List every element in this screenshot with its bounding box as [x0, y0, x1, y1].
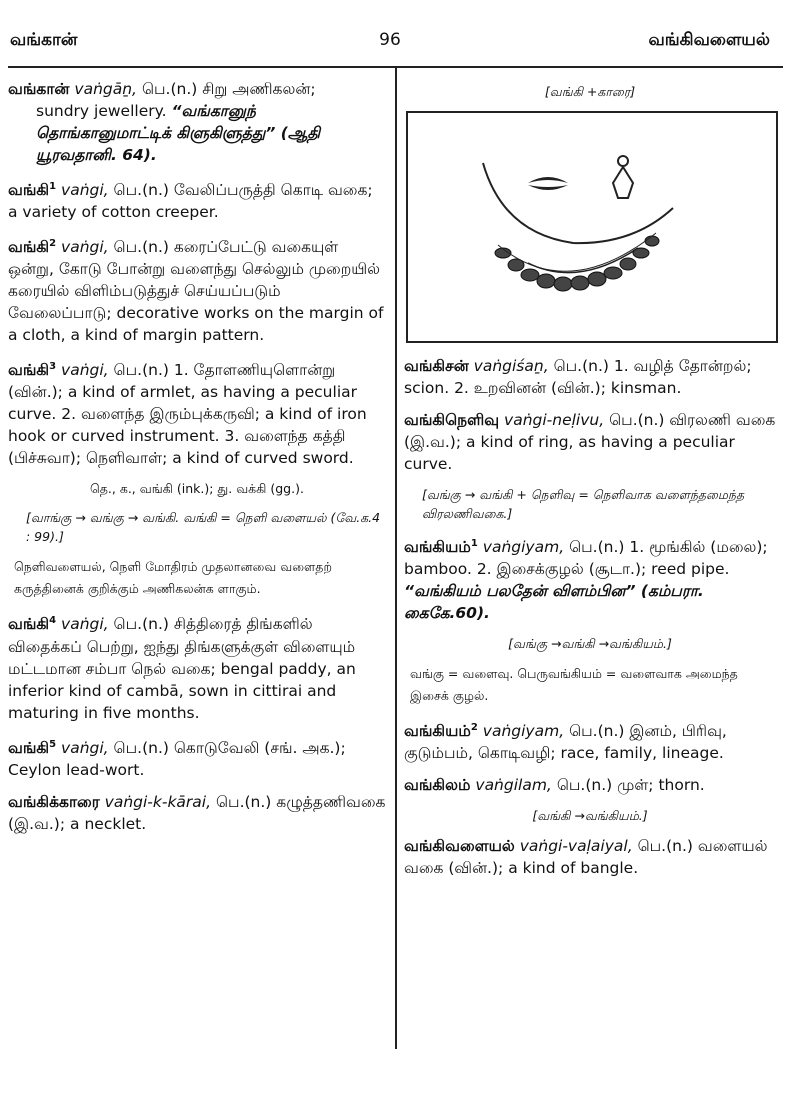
headword: வங்கிவளையல் [404, 837, 515, 856]
definition-tamil: பெ.(n.) முள்; [556, 776, 654, 795]
etymology: [வங்கு → வங்கி + நெளிவு = நெளிவாக வளைந்தமைந்த விரலணிவகை.] [422, 487, 745, 521]
etymology: [வங்கு →வங்கி →வங்கியம்.] [508, 636, 672, 652]
homograph-number: 1 [49, 181, 57, 192]
homograph-number: 1 [470, 538, 478, 549]
definition-english: decorative works on the margin of a cloth, a kind of margin pattern. [8, 304, 384, 345]
definition-tamil: பெ.(n.) கரைப்பேட்டு வகையுள் ஒன்று, கோடு போன்று வளைந்து செல்லும் முறையில் கரையில் விளிம்படுத்துச் செய்யப்படும் வேலைப்பாடு; [8, 238, 381, 323]
entry-vangiyam-2 [404, 717, 776, 764]
entry-vangi-4 [8, 610, 386, 723]
entry-vangisan [404, 355, 776, 399]
headword: வங்கி [8, 738, 50, 757]
definition-english: Ceylon lead-wort. [8, 760, 145, 779]
definition-tamil: பெ.(n.) வளையல் வகை (வின்.); [404, 837, 768, 878]
headword: வங்கி [8, 181, 50, 200]
entry-vangi-5 [8, 734, 386, 781]
headword: வங்கி [8, 238, 50, 257]
right-column [404, 78, 776, 889]
page-number: 96 [379, 30, 401, 50]
transliteration: vaṅgilam, [475, 776, 552, 795]
transliteration: vaṅgi-k-kārai, [104, 792, 212, 811]
definition-english: a kind of ring, as having a peculiar curve. [404, 433, 735, 473]
transliteration: vaṅgi-vaḷaiyal, [519, 837, 633, 856]
definition-tamil: பெ.(n.) சிறு அணிகலன்; [141, 80, 316, 98]
usage-note: நெளிவளையல், நெளி மோதிரம் முதலானவை வளைதற் கருத்தினைக் குறிக்கும் அணிகலன்க ளாகும். [14, 559, 332, 597]
homograph-number: 5 [49, 738, 57, 750]
cognates: தெ., க., வங்கி (ink.); து. வக்கி (gg.). [90, 481, 304, 497]
lips-icon [528, 177, 568, 183]
definition-tamil: பெ.(n.) கழுத்தணிவகை (இ.வ.); [8, 792, 386, 833]
transliteration: vaṅgi, [61, 738, 109, 757]
headword: வங்கிக்காரை [8, 792, 100, 811]
earring-stud-icon [618, 156, 628, 166]
headword: வங்கி [8, 361, 50, 380]
entry-vangi-nelivu [404, 409, 776, 475]
definition: பெ.(n.) 1. மூங்கில் (மலை); bamboo. 2. இசைக்குழல் (சூடா.); reed pipe. [404, 538, 768, 579]
definition-tamil: பெ.(n.) சித்திரைத் திங்களில் விதைக்கப் பெற்று, ஐந்து திங்களுக்குள் விளையும் மட்டமான சம்பா நெல் வகை; [8, 615, 356, 678]
lips-lower-icon [528, 185, 568, 190]
header-right-word: வங்கிவளையல் [648, 30, 770, 50]
definition-english: a variety of cotton creeper. [8, 203, 219, 222]
definition-english: a kind of bangle. [508, 859, 639, 878]
headword: வங்கான் [8, 80, 70, 98]
column-divider [395, 66, 397, 1049]
entry-vangi-3 [8, 356, 386, 469]
definition-tamil: பெ.(n.) வேலிப்பருத்தி கொடி வகை; [113, 181, 373, 200]
etymology: [வாங்கு → வங்கு → வங்கி. வங்கி = நெளி வளையல் (வே.க.4 : 99).] [26, 510, 381, 545]
headword: வங்கியம் [404, 722, 471, 741]
necklace-drawing [408, 113, 776, 341]
definition: பெ.(n.) 1. தோளணியுளொன்று (வின்.); a kind of armlet, as having a peculiar curve. 2. வளைந்த இரும்புக்கருவி; a kind of iron hook or curved instrument. 3. வளைந்த கத்தி (பிச்சுவா); நெளிவாள்; a kind of curved sword. [8, 361, 367, 468]
usage-note: வங்கு = வளைவு. பெருவங்கியம் = வளைவாக அமைந்த இசைக் குழல். [410, 666, 738, 704]
definition-tamil: பெ.(n.) கொடுவேலி (சங். அக.); [113, 738, 346, 757]
entry-vangilam [404, 774, 776, 796]
entry-vangi-valaiyal [404, 835, 776, 879]
definition-tamil: பெ.(n.) இனம், பிரிவு, குடும்பம், கொடிவழி; [404, 722, 727, 763]
etymology: [வங்கி →வங்கியம்.] [532, 808, 648, 824]
citation: “வங்கானுந் தொங்கானுமாட்டிக் கிளுகிளுத்து” (ஆதி யூரவதானி. 64). [36, 102, 321, 164]
transliteration: vaṅgi, [61, 615, 109, 634]
earring-drop-icon [613, 167, 633, 198]
homograph-number: 3 [49, 361, 57, 373]
transliteration: vaṅgāṉ, [74, 80, 137, 98]
necklace-beads [495, 236, 659, 291]
headword: வங்கிலம் [404, 776, 471, 795]
page-header [10, 30, 770, 62]
transliteration: vaṅgiśaṉ, [473, 357, 549, 375]
homograph-number: 4 [49, 615, 57, 627]
transliteration: vaṅgi, [61, 238, 109, 257]
definition-tamil: பெ.(n.) விரலணி வகை (இ.வ.); [404, 411, 776, 451]
headword: வங்கிநெளிவு [404, 411, 500, 429]
definition: பெ.(n.) 1. வழித் தோன்றல்; scion. 2. உறவினன் (வின்.); kinsman. [404, 357, 752, 397]
left-column [8, 78, 386, 845]
entry-vangan [8, 78, 386, 166]
definition-english: thorn. [658, 776, 705, 795]
definition-english: sundry jewellery. [36, 102, 167, 120]
necklace-illustration [406, 111, 778, 343]
transliteration: vaṅgiyam, [482, 538, 565, 557]
figure-caption: [வங்கி +காரை] [544, 84, 636, 99]
transliteration: vaṅgi-neḷivu, [504, 411, 605, 429]
transliteration: vaṅgi, [61, 361, 109, 380]
entry-vangi-2 [8, 233, 386, 346]
homograph-number: 2 [49, 238, 57, 250]
transliteration: vaṅgi, [61, 181, 109, 200]
entry-vangiyam-1 [404, 533, 776, 624]
entry-vangikkarai [8, 791, 386, 835]
definition-english: race, family, lineage. [560, 744, 724, 763]
entry-vangi-1 [8, 176, 386, 223]
definition-english: a necklet. [70, 814, 147, 833]
definition-english: bengal paddy, an inferior kind of cambā, sown in cittirai and maturing in five months. [8, 659, 356, 722]
transliteration: vaṅgiyam, [482, 722, 565, 741]
homograph-number: 2 [470, 722, 478, 734]
headword: வங்கி [8, 615, 50, 634]
citation: “வங்கியம் பலதேன் விளம்பின” (கம்பரா. கைகே.60). [404, 582, 704, 623]
neck-outline [483, 163, 673, 243]
header-left-word: வங்கான் [10, 30, 78, 50]
headword: வங்கிசன் [404, 357, 469, 375]
headword: வங்கியம் [404, 538, 471, 557]
